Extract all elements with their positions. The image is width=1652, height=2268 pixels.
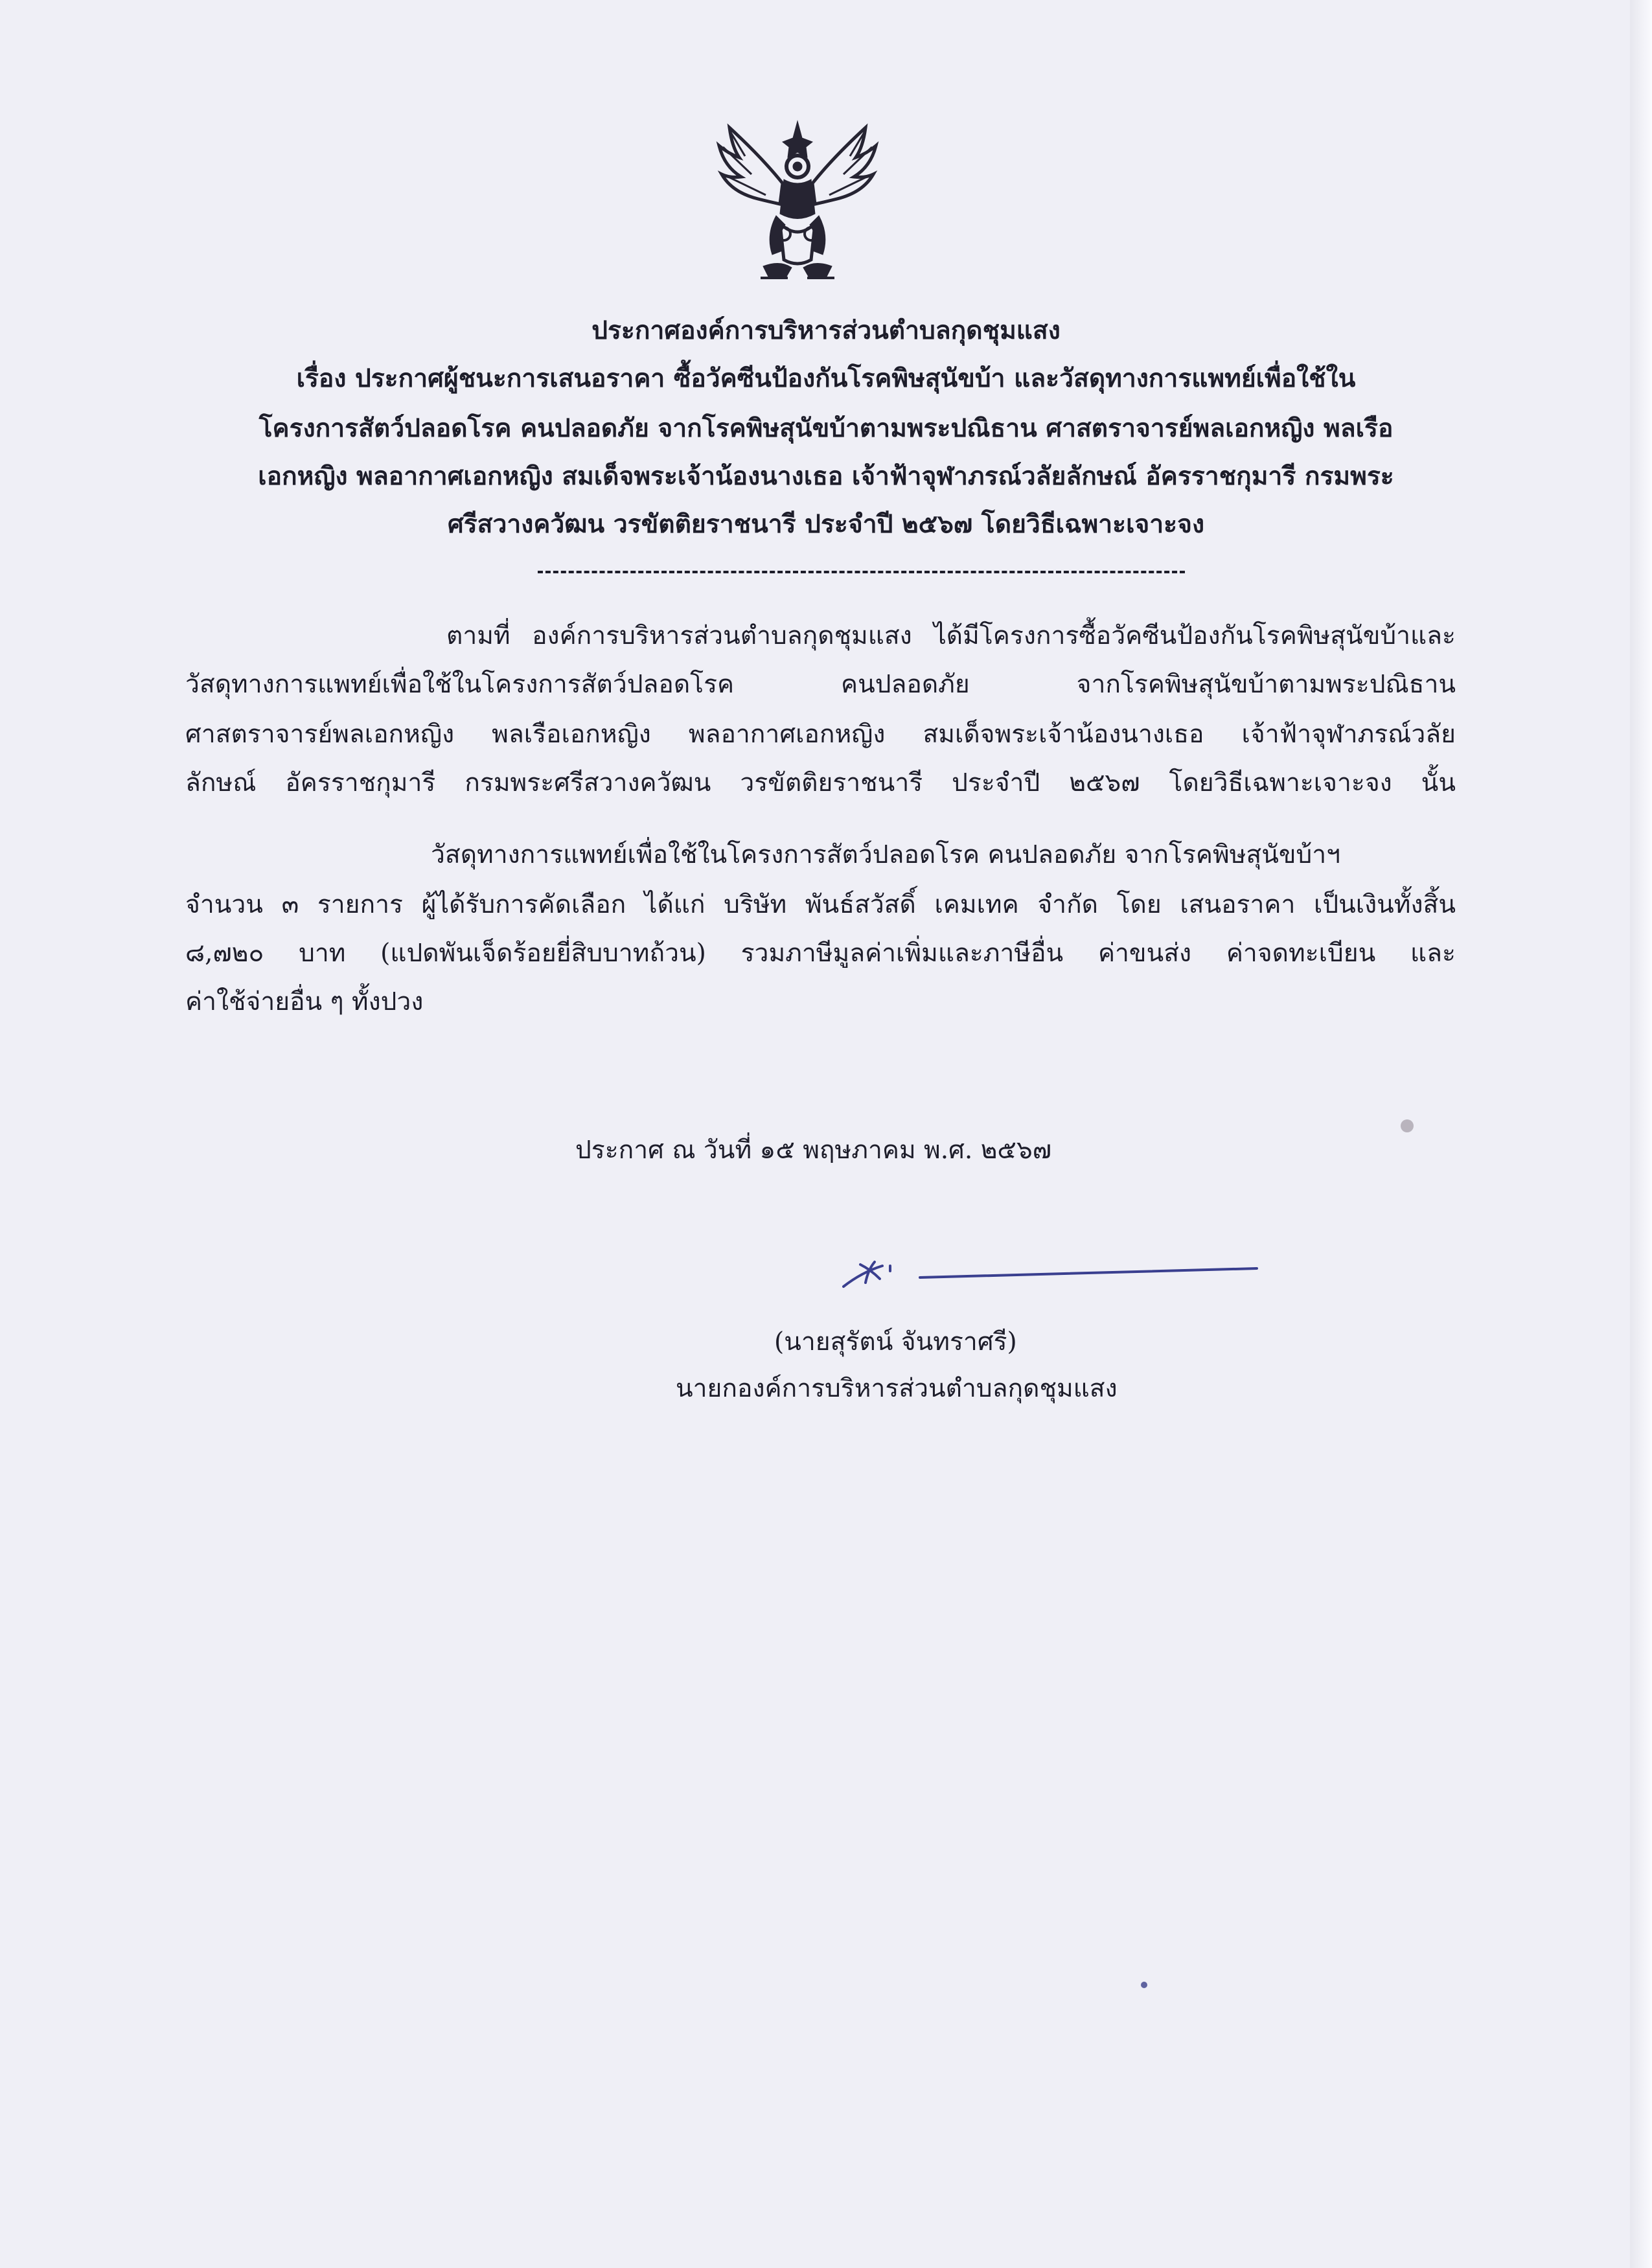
document-title: ประกาศองค์การบริหารส่วนตำบลกุดชุมแสง [591, 315, 1061, 345]
subject-line: โครงการสัตว์ปลอดโรค คนปลอดภัย จากโรคพิษสุนัขบ้าตามพระปณิธาน ศาสตราจารย์พลเอกหญิง พลเรือ [258, 413, 1394, 443]
signatory-position: นายกองค์การบริหารส่วนตำบลกุดชุมแสง [676, 1374, 1118, 1403]
garuda-emblem-icon [704, 107, 891, 295]
paragraph-1-line: ศาสตราจารย์พลเอกหญิง พลเรือเอกหญิง พลอากาศเอกหญิง สมเด็จพระเจ้าน้องนางเธอ เจ้าฟ้าจุฬาภรณ์วลัย [185, 720, 1456, 749]
scan-speck [1401, 1119, 1414, 1132]
paragraph-1-line: ตามที่ องค์การบริหารส่วนตำบลกุดชุมแสง ได้มีโครงการซื้อวัคซีนป้องกันโรคพิษสุนัขบ้าและ [446, 621, 1456, 650]
paragraph-2-line: ๘,๗๒๐ บาท (แปดพันเจ็ดร้อยยี่สิบบาทถ้วน) รวมภาษีมูลค่าเพิ่มและภาษีอื่น ค่าขนส่ง ค่าจดทะเบียน และ [185, 939, 1456, 968]
paragraph-2-line: จำนวน ๓ รายการ ผู้ได้รับการคัดเลือก ได้แก่ บริษัท พันธ์สวัสดิ์ เคมเทค จำกัด โดย เสนอราคา เป็นเงินทั้งสิ้น [185, 890, 1456, 919]
signatory-name: (นายสุรัตน์ จันทราศรี) [774, 1327, 1017, 1357]
paragraph-2-line: วัสดุทางการแพทย์เพื่อใช้ในโครงการสัตว์ปลอดโรค คนปลอดภัย จากโรคพิษสุนัขบ้าฯ [431, 840, 1341, 869]
paragraph-2-line: ค่าใช้จ่ายอื่น ๆ ทั้งปวง [185, 987, 424, 1016]
subject-line: เรื่อง ประกาศผู้ชนะการเสนอราคา ซื้อวัคซีนป้องกันโรคพิษสุนัขบ้า และวัสดุทางการแพทย์เพื่อใช้ใน [296, 363, 1356, 393]
paragraph-1-line: ลักษณ์ อัครราชกุมารี กรมพระศรีสวางควัฒน วรขัตติยราชนารี ประจำปี ๒๕๖๗ โดยวิธีเฉพาะเจาะจง นั้น [185, 768, 1456, 797]
subject-line: เอกหญิง พลอากาศเอกหญิง สมเด็จพระเจ้าน้องนางเธอ เจ้าฟ้าจุฬาภรณ์วลัยลักษณ์ อัครราชกุมารี กรมพระ [258, 461, 1394, 491]
announcement-date: ประกาศ ณ วันที่ ๑๕ พฤษภาคม พ.ศ. ๒๕๖๗ [575, 1136, 1052, 1165]
handwritten-signature [842, 1257, 1270, 1302]
subject-line: ศรีสวางควัฒน วรขัตติยราชนารี ประจำปี ๒๕๖๗ โดยวิธีเฉพาะเจาะจง [447, 509, 1205, 539]
header-divider [538, 571, 1185, 573]
paragraph-1-line: วัสดุทางการแพทย์เพื่อใช้ในโครงการสัตว์ปลอดโรค คนปลอดภัย จากโรคพิษสุนัขบ้าตามพระปณิธาน [185, 670, 1456, 699]
scan-speck [1141, 1982, 1147, 1988]
